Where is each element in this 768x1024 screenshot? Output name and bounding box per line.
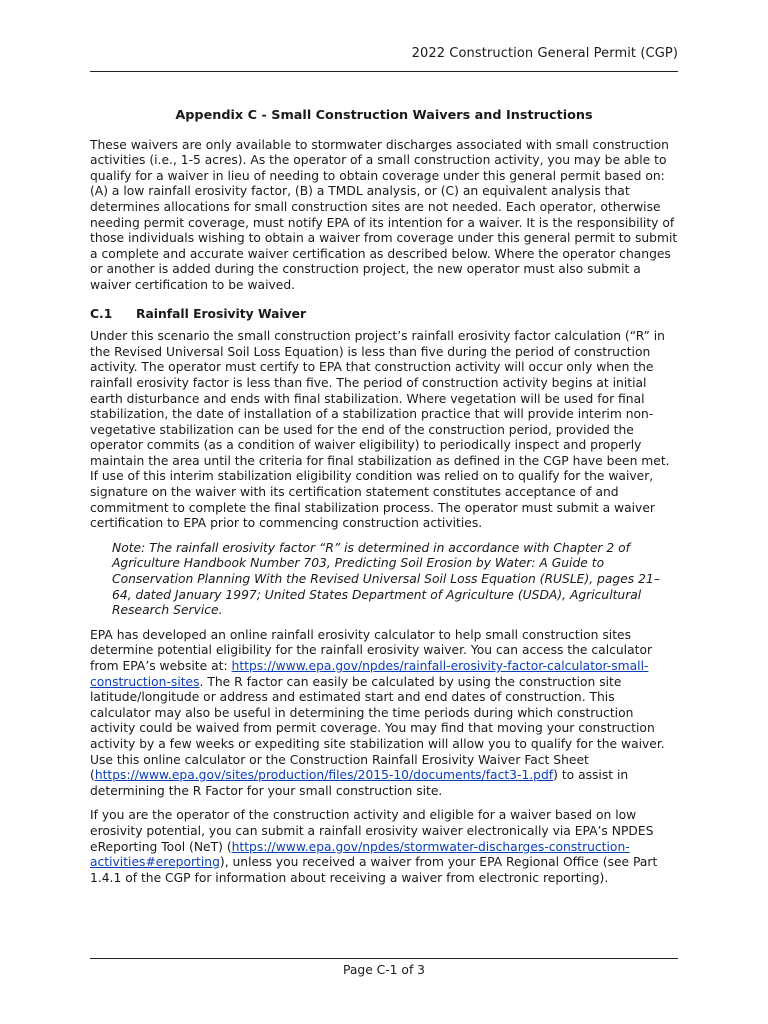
page-body — [90, 108, 678, 895]
calculator-paragraph — [90, 628, 678, 800]
ereporting-link[interactable]: https://www.epa.gov/npdes/stormwater-discharges-construction-activities#ereporting — [90, 839, 630, 870]
calculator-link[interactable]: https://www.epa.gov/npdes/rainfall-erosivity-factor-calculator-small-construction-sites — [90, 659, 649, 689]
ereporting-paragraph — [90, 808, 678, 886]
note-paragraph: Note: The rainfall erosivity factor “R” is determined in accordance with Chapter 2 of Agriculture Handbook Number 703, Predicting Soil Erosion by Water: A Guide to Conservation Planning With the Revised Universal Soil Loss Equation (RUSLE), pages 21–64, dated January 1997; United States Department of Agriculture (USDA), Agricultural Research Service. — [112, 540, 660, 618]
ereporting-text-2: ), unless you received a waiver from your EPA Regional Office (see Part 1.4.1 of the CGP for information about receiving a waiver from electronic reporting). — [90, 855, 658, 885]
calculator-text-1: EPA has developed an online rainfall erosivity calculator to help small construction sites determine potential eligibility for the rainfall erosivity waiver. You can access the calculator from EPA’s website at: — [90, 627, 653, 673]
footer-divider — [90, 958, 678, 959]
calculator-text-3: ) to assist in determining the R Factor for your small construction site. — [90, 768, 629, 798]
rainfall-waiver-paragraph: Under this scenario the small construction project’s rainfall erosivity factor calculation (“R” in the Revised Universal Soil Loss Equation) is less than five during the period of construction activity. The operator must certify to EPA that construction activity will occur only when the rainfall erosivity factor is less than five. The period of construction activity begins at initial earth disturbance and ends with final stabilization. Where vegetation will be used for final stabilization, the date of installation of a stabilization practice that will provide interim non-vegetative stabilization can be used for the end of the construction period, provided the operator commits (as a condition of waiver eligibility) to periodically inspect and properly maintain the area until the criteria for final stabilization as defined in the CGP have been met. If use of this interim stabilization eligibility condition was relied on to qualify for the waiver, signature on the waiver with its certification statement constitutes acceptance of and commitment to complete the final stabilization process. The operator must submit a waiver certification to EPA prior to commencing construction activities. — [90, 329, 670, 531]
header-divider — [90, 71, 678, 72]
section-heading-c1 — [90, 307, 678, 323]
intro-paragraph: These waivers are only available to stormwater discharges associated with small construction activities (i.e., 1-5 acres). As the operator of a small construction activity, you may be able to qualify for a waiver in lieu of needing to obtain coverage under this general permit based on: (A) a low rainfall erosivity factor, (B) a TMDL analysis, or (C) an equivalent analysis that determines allocations for small construction sites are not needed. Each operator, otherwise needing permit coverage, must notify EPA of its intention for a waiver. It is the responsibility of those individuals wishing to obtain a waiver from coverage under this general permit to submit a complete and accurate waiver certification as described below. Where the operator changes or another is added during the construction project, the new operator must also submit a waiver certification to be waived. — [90, 137, 678, 292]
ereporting-text-1: If you are the operator of the construction activity and eligible for a waiver based on low erosivity potential, you can submit a rainfall erosivity waiver electronically via EPA’s NPDES eReporting Tool (NeT) ( — [90, 808, 654, 854]
fact-sheet-link[interactable]: https://www.epa.gov/sites/production/files/2015-10/documents/fact3-1.pdf — [94, 768, 554, 783]
section-number: C.1 — [90, 306, 113, 321]
page-number: Page C-1 of 3 — [342, 963, 426, 977]
section-title: Rainfall Erosivity Waiver — [136, 306, 307, 321]
appendix-title: Appendix C - Small Construction Waivers and Instructions — [175, 108, 593, 123]
running-header: 2022 Construction General Permit (CGP) — [411, 46, 678, 61]
calculator-text-2: . The R factor can easily be calculated by using the construction site latitude/longitude or address and estimated start and end dates of construction. This calculator may also be useful in determining the time periods during which construction activity could be waived from permit coverage. You may find that moving your construction activity by a few weeks or expediting site stabilization will allow you to qualify for the waiver. Use this online calculator or the Construction Rainfall Erosivity Waiver Fact Sheet ( — [90, 674, 665, 783]
